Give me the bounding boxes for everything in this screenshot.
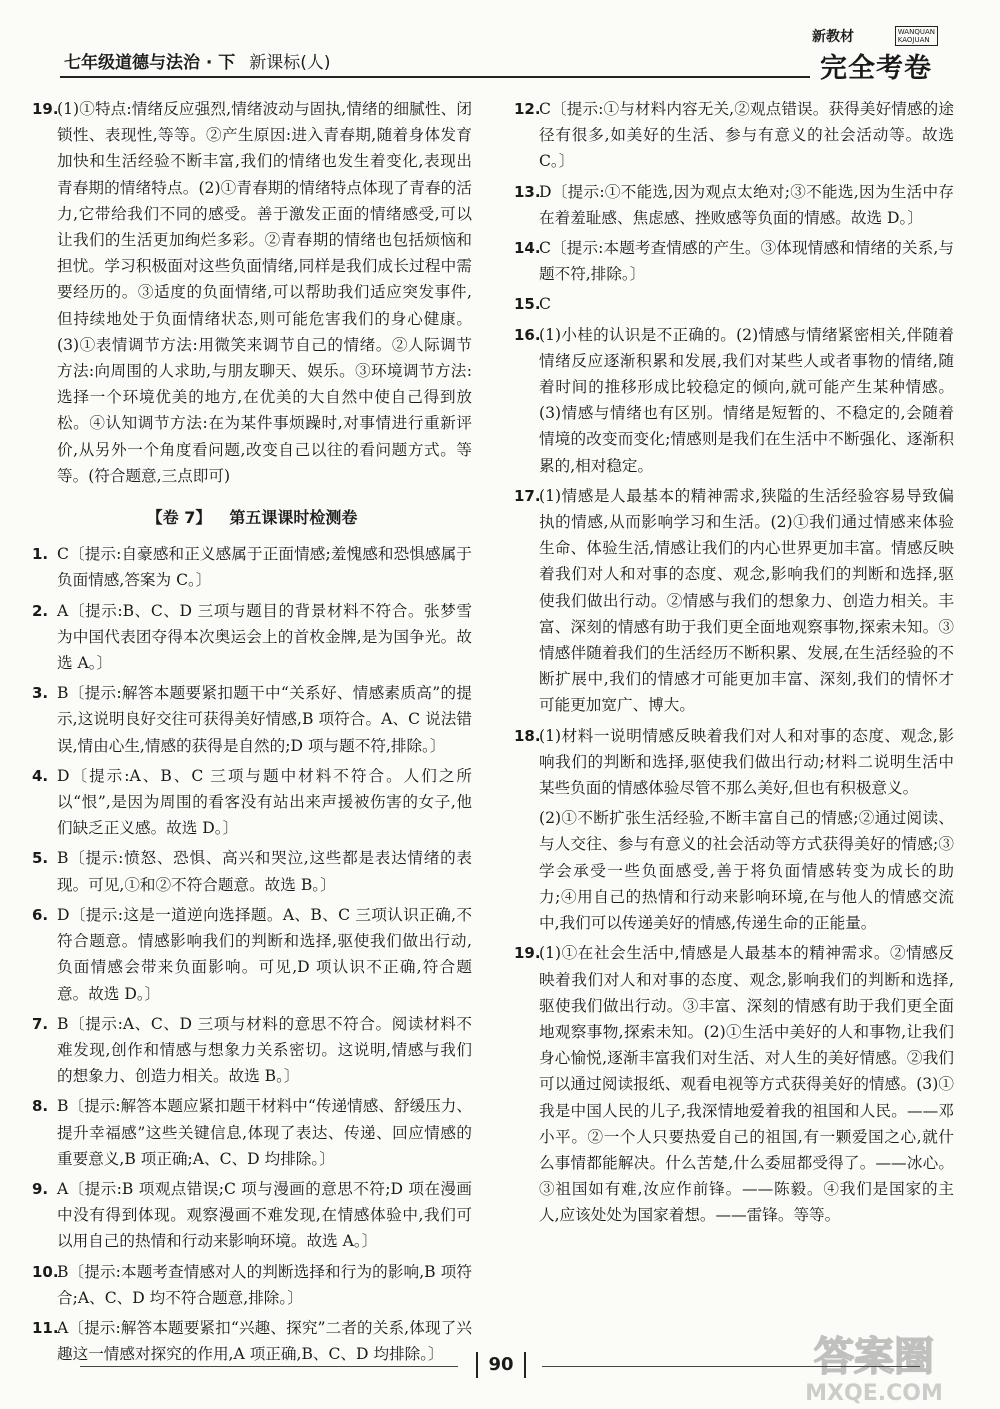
footer-bar-right (524, 1352, 526, 1378)
answer-number: 2. (32, 601, 49, 620)
answer-text: (1)①特点:情绪反应强烈,情绪波动与固执,情绪的细腻性、闭锁性、表现性,等等。②产生原因:进入青春期,随着身体发育加快和生活经验不断丰富,我们的情绪也发生着变化,表现出青春期的情绪特点。(2)①青春期的情绪特点体现了青春的活力,它带给我们不同的感受。善于激发正面的情绪感受,可以让我们的生活更加绚烂多彩。②青春期的情绪也包括烦恼和担忧。学习积极面对这些负面情绪,同样是我们成长过程中需要经历的。③适度的负面情绪,可以帮助我们适应突发事件,但持续地处于负面情绪状态,则可能危害我们的身心健康。(3)①表情调节方法:用微笑来调节自己的情绪。②人际调节方法:向周围的人求助,与朋友聊天、娱乐。③环境调节方法:选择一个环境优美的地方,在优美的大自然中使自己得到放松。④认知调节方法:在为某件事烦躁时,对事情进行重新评价,从另外一个角度看问题,改变自己以往的看问题方式。等等。(符合题意,三点即可) (57, 100, 472, 485)
answer-number: 10. (32, 1262, 59, 1281)
answer-number: 19. (514, 944, 541, 963)
answer-number: 9. (32, 1179, 49, 1198)
answer-number: 3. (32, 684, 49, 703)
answer-item (514, 723, 954, 802)
section-title: 第五课课时检测卷 (229, 508, 358, 528)
answer-text: (1)情感是人最基本的精神需求,狭隘的生活经验容易导致偏执的情感,从而影响学习和生活。(2)①我们通过情感来体验生命、体验生活,情感让我们的内心世界更加丰富。情感反映着我们对人和对事的态度、观念,影响我们的判断和选择,驱使我们做出行动。②情感与我们的想象力、创造力相关。丰富、深刻的情感有助于我们更全面地观察事物,探索未知。③情感伴随着我们的生活经历不断积累、发展,在生活经验的不断扩展中,我们的情感才可能更加丰富、深刻,我们的情怀才可能更加宽广、博大。 (539, 486, 954, 715)
answer-number: 17. (514, 486, 541, 505)
answer-number: 4. (32, 766, 49, 785)
left-column (32, 96, 472, 1371)
answer-text: A〔提示:解答本题要紧扣“兴趣、探究”二者的关系,体现了兴趣这一情感对探究的作用,A 项正确,B、C、D 均排除。〕 (57, 1318, 472, 1364)
answer-item (32, 1176, 472, 1255)
answer-number: 16. (514, 325, 541, 344)
right-column (514, 96, 954, 1233)
answer-item (32, 1011, 472, 1090)
answer-text: B〔提示:愤怒、恐惧、高兴和哭泣,这些都是表达情绪的表现。可见,①和②不符合题意。故选 B。〕 (57, 849, 472, 894)
answer-text: C〔提示:本题考查情感的产生。③体现情感和情绪的关系,与题不符,排除。〕 (539, 239, 954, 284)
answer-text: D〔提示:这是一道逆向选择题。A、B、C 三项认识正确,不符合题意。情感影响我们的判断和选择,驱使我们做出行动,负面情感会带来负面影响。可见,D 项认识不正确,符合题意。故选 D。〕 (57, 905, 472, 1003)
answer-text: A〔提示:B、C、D 三项与题目的背景材料不符合。张梦雪为中国代表团夺得本次奥运会上的首枚金牌,是为国争光。故选 A。〕 (57, 601, 472, 673)
header-rule (60, 76, 810, 78)
answer-item (514, 291, 954, 317)
curriculum-standard: 新课标(人) (249, 53, 331, 73)
brand-logo (812, 22, 940, 84)
answer-number: 11. (32, 1318, 59, 1337)
answer-text: (1)①在社会生活中,情感是人最基本的精神需求。②情感反映着我们对人和对事的态度、观念,影响我们的判断和选择,驱使我们做出行动。③丰富、深刻的情感有助于我们更全面地观察事物,探索未知。(2)①生活中美好的人和事物,让我们身心愉悦,逐渐丰富我们对生活、对人生的美好情感。②我们可以通过阅读报纸、观看电视等方式获得美好的情感。(3)①我是中国人民的儿子,我深情地爱着我的祖国和人民。——邓小平。②一个人只要热爱自己的祖国,有一颗爱国之心,就什么事情都能解决。什么苦楚,什么委屈都受得了。——冰心。③祖国如有难,汝应作前锋。——陈毅。④我们是国家的主人,应该处处为国家着想。——雷锋。等等。 (539, 944, 954, 1225)
answer-item (32, 96, 472, 489)
answer-text: B〔提示:解答本题应紧扣题干材料中“传递情感、舒缓压力、提升幸福感”这些关键信息,体现了表达、传递、回应情感的重要意义,B 项正确;A、C、D 均排除。〕 (57, 1097, 472, 1168)
answer-item (32, 1259, 472, 1311)
page-number: 90 (488, 1354, 514, 1375)
answer-number: 18. (514, 726, 541, 745)
answer-item (514, 322, 954, 479)
answer-number: 15. (514, 295, 541, 314)
footer-rule-left (80, 1366, 458, 1367)
answer-text: D〔提示:A、B、C 三项与题中材料不符合。人们之所以“恨”,是因为周围的看客没有站出来声援被伤害的女子,他们缺乏正义感。故选 D。〕 (57, 766, 472, 838)
book-title: 七年级道德与法治 · 下 新课标(人) (64, 53, 331, 73)
answer-text: B〔提示:解答本题要紧扣题干中“关系好、情感素质高”的提示,这说明良好交往可获得美好情感,B 项符合。A、C 说法错误,情由心生,情感的获得是自然的;D 项与题不符,排除。〕 (57, 684, 472, 755)
answer-number: 8. (32, 1097, 49, 1116)
answer-number: 13. (514, 182, 541, 201)
answer-text: B〔提示:A、C、D 三项与材料的意思不符合。阅读材料不难发现,创作和情感与想象力关系密切。这说明,情感与我们的想象力、创造力相关。故选 B。〕 (57, 1014, 472, 1086)
section-heading (32, 505, 472, 531)
answer-text: C〔提示:自豪感和正义感属于正面情感;羞愧感和恐惧感属于负面情感,答案为 C。〕 (57, 545, 472, 590)
answer-item (32, 598, 472, 677)
answer-number: 7. (32, 1014, 49, 1033)
answer-text: B〔提示:本题考查情感对人的判断选择和行为的影响,B 项符合;A、C、D 均不符合题意,排除。〕 (57, 1262, 472, 1307)
answer-number: 6. (32, 905, 49, 924)
answer-item (514, 235, 954, 287)
answer-item (32, 902, 472, 1007)
page-header (60, 22, 940, 84)
answer-item (514, 179, 954, 231)
answer-text: (1)材料一说明情感反映着我们对人和对事的态度、观念,影响我们的判断和选择,驱使我们做出行动;材料二说明生活中某些负面的情感体验尽管不那么美好,但也有积极意义。 (539, 726, 954, 798)
brand-latin-badge: WANQUAN KAOJUAN (895, 26, 938, 46)
brand-title: 完全考卷 (820, 53, 932, 84)
answer-number: 14. (514, 239, 541, 258)
answer-item (32, 845, 472, 897)
answer-number: 5. (32, 849, 49, 868)
watermark-logo (754, 1328, 994, 1406)
section-label: 【卷 7】 (146, 508, 212, 528)
answer-item (514, 96, 954, 175)
answer-number: 1. (32, 545, 49, 564)
answer-number: 19. (32, 100, 59, 118)
answer-text: C (539, 295, 551, 314)
brand-small-text: 新教材 (812, 29, 854, 45)
answer-item (514, 940, 954, 1228)
watermark-bottom-text: MXQE.COM (805, 1381, 943, 1406)
answer-text: A〔提示:B 项观点错误;C 项与漫画的意思不符;D 项在漫画中没有得到体现。观察漫画不难发现,在情感体验中,我们可以用自己的热情和行动来影响环境。故选 A。〕 (57, 1179, 472, 1251)
answer-item (32, 680, 472, 759)
answer-text: C〔提示:①与材料内容无关,②观点错误。获得美好情感的途径有很多,如美好的生活、参与有意义的社会活动等。故选 C。〕 (539, 100, 954, 171)
watermark-top-text: 答案圈 (814, 1334, 934, 1380)
answer-item (32, 541, 472, 593)
answer-text: D〔提示:①不能选,因为观点太绝对;③不能选,因为生活中存在着羞耻感、焦虑感、挫败感等负面的情感。故选 D。〕 (539, 182, 954, 227)
answer-item (32, 1093, 472, 1172)
answer-subpart: (2)①不断扩张生活经验,不断丰富自己的情感;②通过阅读、与人交往、参与有意义的社会活动等方式获得美好的情感;③学会承受一些负面感受,善于将负面情感转变为成长的助力;④用自己的热情和行动来影响环境,在与他人的情感交流中,我们可以传递美好的情感,传递生命的正能量。 (539, 809, 954, 933)
answer-number: 12. (514, 100, 541, 118)
answer-item (514, 483, 954, 719)
answer-text: (1)小桂的认识是不正确的。(2)情感与情绪紧密相关,伴随着情绪反应逐渐积累和发展,我们对某些人或者事物的情绪,随着时间的推移形成比较稳定的倾向,就可能产生某种情感。(3)情感与情绪也有区别。情绪是短暂的、不稳定的,会随着情境的改变而变化;情感则是我们在生活中不断强化、逐渐积累的,相对稳定。 (539, 325, 954, 475)
answer-item (32, 763, 472, 842)
